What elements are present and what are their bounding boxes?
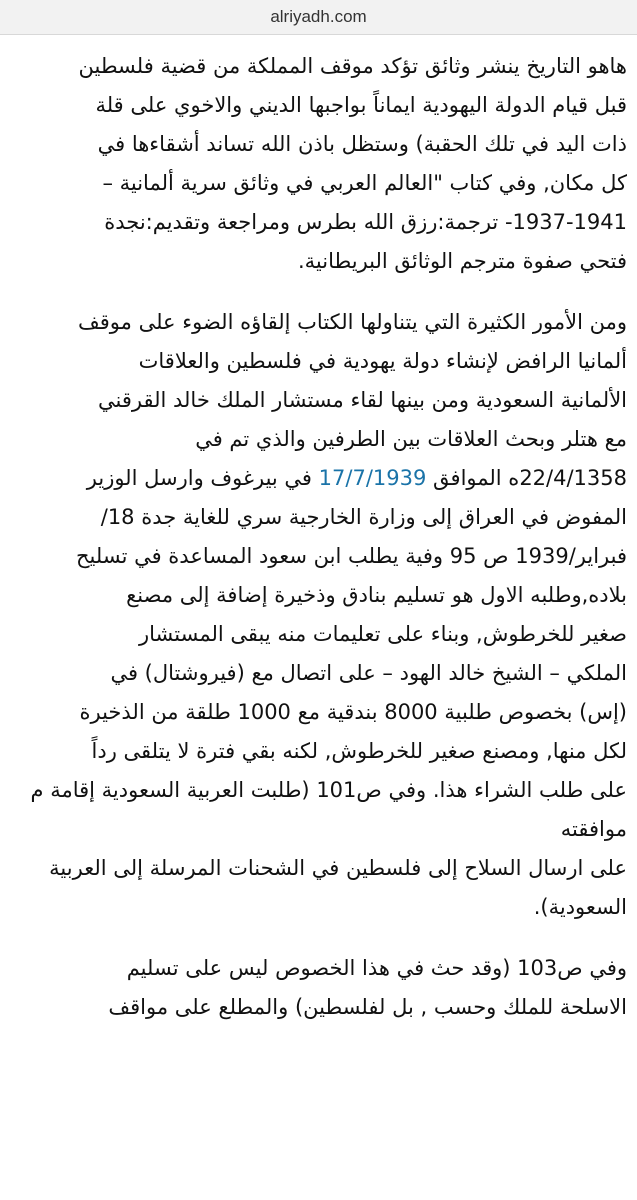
text-line: بلاده,وطلبه الاول هو تسليم بنادق وذخيرة إضافة إلى مصنع [126,583,627,607]
text-line: الألمانية السعودية ومن بينها لقاء مستشار الملك خالد القرقني [98,388,627,412]
paragraph-2 [12,303,627,927]
text-line: المفوض في العراق إلى وزارة الخارجية سري للغاية جدة 18/ [100,505,627,529]
text-line: الملكي – الشيخ خالد الهود – على اتصال مع (فيروشتال) في [110,661,627,685]
text-line: هاهو التاريخ ينشر وثائق تؤكد موقف المملكة من قضية فلسطين [78,54,627,78]
text-line: فبراير/1939 ص 95 وفية يطلب ابن سعود المساعدة في تسليح [75,544,627,568]
text-line: على ارسال السلاح إلى فلسطين في الشحنات المرسلة إلى العربية [49,856,627,880]
text-line: ألمانيا الرافض لإنشاء دولة يهودية في فلسطين والعلاقات [138,349,627,373]
text-line: على طلب الشراء هذا. وفي ص101 (طلبت العربية السعودية إقامة م [30,778,627,802]
text-line: الاسلحة للملك وحسب , بل لفلسطين) والمطلع على مواقف [108,995,627,1019]
date-line [12,459,627,498]
url-text: alriyadh.com [270,7,367,26]
text-line: ومن الأمور الكثيرة التي يتناولها الكتاب إلقاؤه الضوء على موقف [78,310,627,334]
date-text-hijri: 22/4/1358ه الموافق [426,466,627,490]
text-line: لكل منها, ومصنع صغير للخرطوش, لكنه بقي فترة لا يتلقى رداً [91,739,627,763]
paragraph-3 [12,949,627,1027]
date-text-after: في بيرغوف وارسل الوزير [86,466,319,490]
text-line: فتحي صفوة مترجم الوثائق البريطانية. [298,249,627,273]
text-line: مع هتلر وبحث العلاقات بين الطرفين والذي تم في [195,427,627,451]
paragraph-1 [12,47,627,281]
text-line: موافقته [560,817,627,841]
date-link[interactable]: 17/7/1939 [318,466,427,490]
article-body [0,35,637,1027]
text-line: (إس) بخصوص طلبية 8000 بندقية مع 1000 طلقة من الذخيرة [79,700,627,724]
text-line: قبل قيام الدولة اليهودية ايماناً بواجبها الديني والاخوي على قلة [95,93,627,117]
text-line: ذات اليد في تلك الحقبة) وستظل باذن الله تساند أشقاءها في [97,132,627,156]
text-line: 1937-1941- ترجمة:رزق الله بطرس ومراجعة وتقديم:نجدة [104,210,627,234]
text-line: كل مكان, وفي كتاب "العالم العربي في وثائق سرية ألمانية – [102,171,627,195]
text-line: صغير للخرطوش, وبناء على تعليمات منه يبقى المستشار [138,622,627,646]
text-line: السعودية). [533,895,627,919]
address-bar[interactable] [0,0,637,35]
text-line: وفي ص103 (وقد حث في هذا الخصوص ليس على تسليم [126,956,627,980]
